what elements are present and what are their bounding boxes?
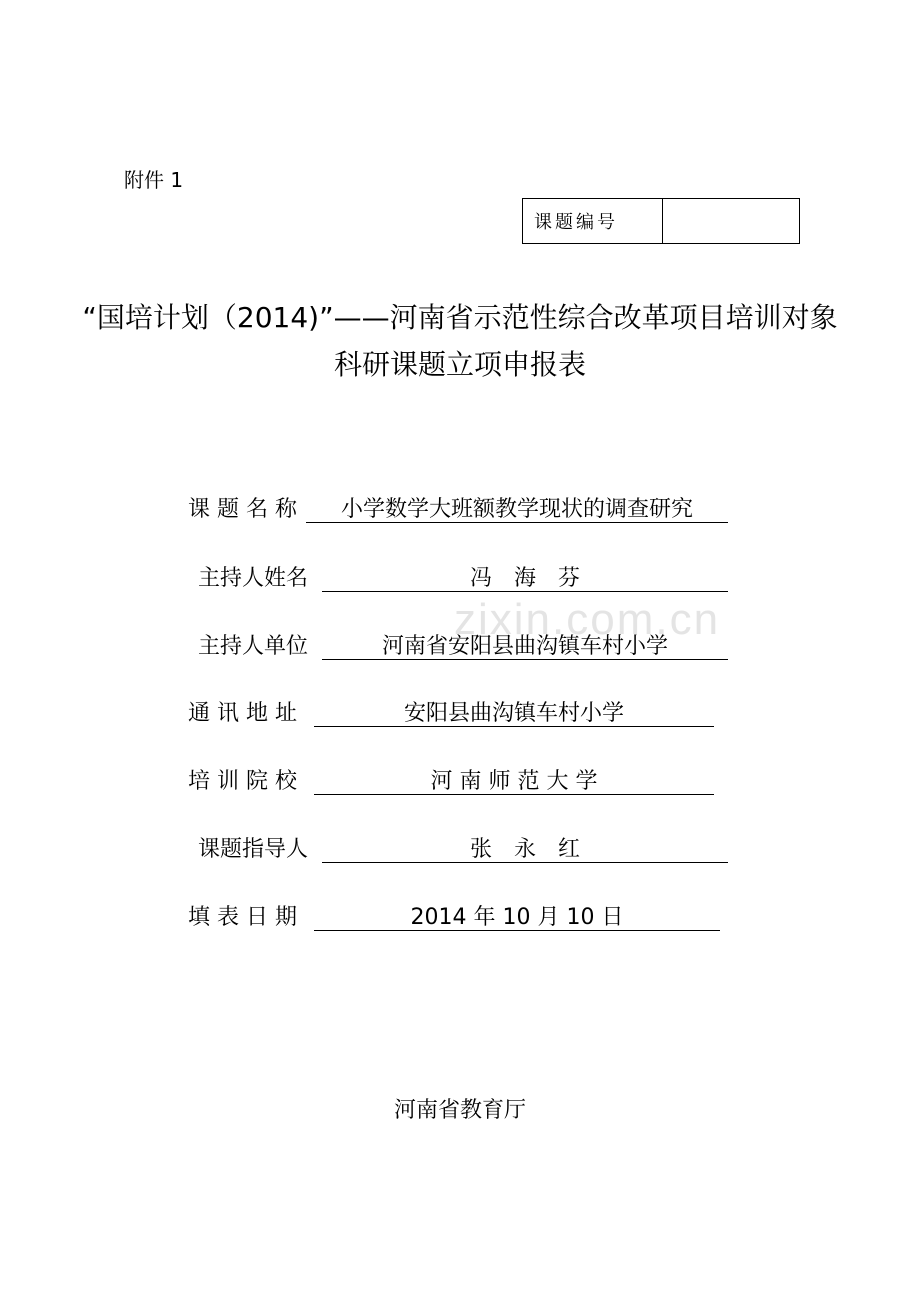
field-training-school — [188, 764, 714, 796]
project-code-label: 课题编号 — [523, 199, 663, 243]
field-fill-date — [188, 900, 720, 932]
field-advisor — [198, 832, 728, 864]
field-value[interactable]: 2014 年 10 月 10 日 — [314, 900, 720, 931]
field-value[interactable]: 冯 海 芬 — [322, 561, 728, 592]
project-code-box — [522, 198, 800, 244]
field-label: 主持人姓名 — [198, 566, 309, 591]
project-code-field[interactable] — [663, 199, 799, 243]
field-label: 主持人单位 — [198, 634, 309, 659]
attachment-label: 附件 1 — [124, 168, 184, 192]
field-value[interactable]: 张 永 红 — [322, 832, 728, 863]
document-title-line2: 科研课题立项申报表 — [333, 348, 586, 381]
field-project-name — [188, 492, 728, 524]
issuer: 河南省教育厅 — [393, 1098, 526, 1123]
field-label: 通 讯 地 址 — [188, 701, 297, 726]
field-host-unit — [198, 629, 728, 661]
watermark: zixin.com.cn — [454, 595, 721, 644]
field-value[interactable]: 河 南 师 范 大 学 — [314, 764, 714, 795]
field-address — [188, 696, 714, 728]
field-label: 填 表 日 期 — [188, 905, 297, 930]
field-label: 课题指导人 — [198, 837, 309, 862]
document-title-line1: “国培计划（2014)”——河南省示范性综合改革项目培训对象 — [82, 301, 838, 334]
field-label: 课 题 名 称 — [188, 497, 297, 522]
field-value[interactable]: 安阳县曲沟镇车村小学 — [314, 696, 714, 727]
field-value[interactable]: 河南省安阳县曲沟镇车村小学 — [322, 629, 728, 660]
field-label: 培 训 院 校 — [188, 769, 297, 794]
field-value[interactable]: 小学数学大班额教学现状的调查研究 — [306, 492, 728, 523]
field-host-name — [198, 561, 728, 593]
